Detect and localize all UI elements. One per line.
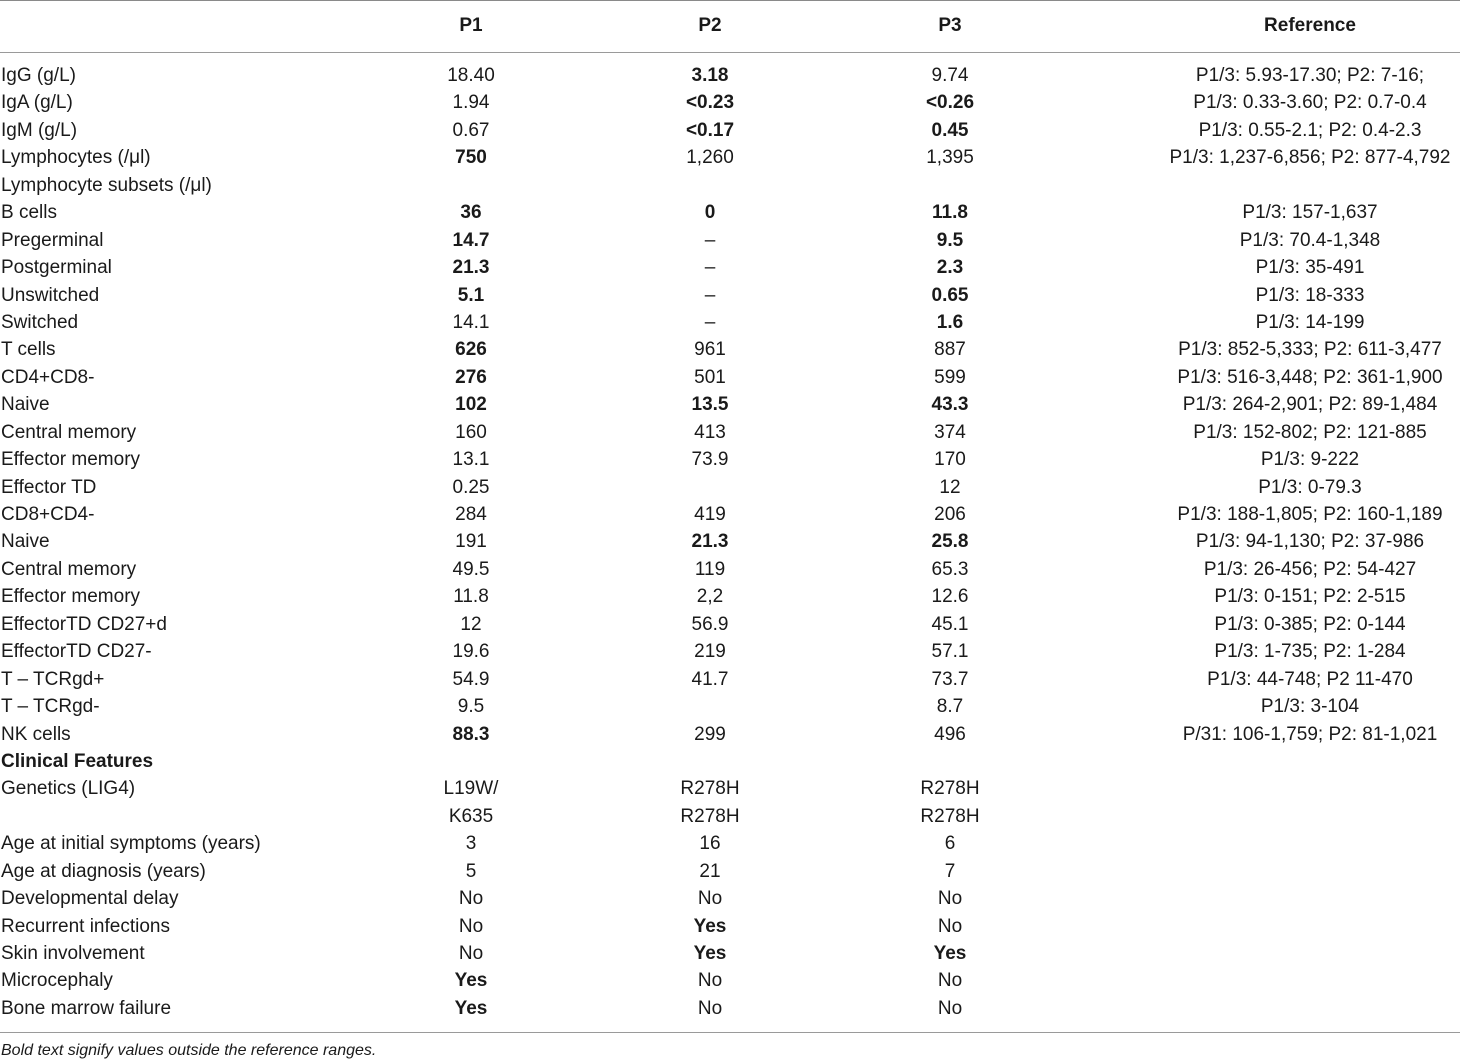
cell-p3: No	[937, 915, 963, 937]
cell-p3: 599	[934, 366, 966, 388]
cell-p3: 0.65	[931, 284, 969, 306]
cell-p2: Yes	[693, 915, 727, 937]
cell-p2: 413	[694, 421, 726, 443]
table-row	[0, 638, 1460, 665]
row-label: Bone marrow failure	[1, 997, 172, 1019]
cell-reference: P1/3: 188-1,805; P2: 160-1,189	[1177, 504, 1443, 525]
table-row	[0, 583, 1460, 610]
cell-p2: 961	[694, 339, 726, 361]
row-label: Age at diagnosis (years)	[1, 860, 206, 882]
cell-p1: 276	[455, 366, 487, 388]
cell-p3: 9.5	[936, 229, 964, 251]
row-label: Postgerminal	[1, 257, 112, 279]
cell-p3: 206	[934, 504, 966, 525]
cell-p3: No	[937, 997, 963, 1019]
cell-reference: P1/3: 35-491	[1255, 257, 1365, 279]
cell-reference: P1/3: 44-748; P2 11-470	[1207, 668, 1413, 690]
cell-reference: P1/3: 26-456; P2: 54-427	[1203, 558, 1417, 580]
cell-reference: P1/3: 852-5,333; P2: 611-3,477	[1178, 339, 1442, 361]
cell-reference: P/31: 106-1,759; P2: 81-1,021	[1182, 723, 1438, 745]
cell-p2: 501	[694, 366, 726, 388]
cell-p1: 191	[455, 531, 487, 553]
cell-p3: R278H	[920, 805, 980, 827]
row-label: Effector memory	[1, 586, 141, 608]
cell-p1: Yes	[454, 970, 488, 992]
table-row	[0, 858, 1460, 885]
cell-p2: 299	[694, 723, 726, 745]
cell-p1: 626	[455, 339, 487, 361]
table-row	[0, 117, 1460, 144]
cell-reference: P1/3: 18-333	[1255, 284, 1365, 306]
cell-p1: 102	[455, 394, 487, 416]
table-row	[0, 693, 1460, 720]
cell-p2: 3.18	[691, 65, 729, 86]
cell-p3: Yes	[933, 943, 967, 964]
row-label: Central memory	[1, 421, 137, 443]
cell-reference: P1/3: 0.55-2.1; P2: 0.4-2.3	[1198, 119, 1422, 141]
row-label: Genetics (LIG4)	[1, 778, 136, 800]
bottom-rule	[0, 1032, 1460, 1033]
cell-p1: 284	[455, 504, 487, 525]
cell-p2: <0.17	[685, 119, 735, 141]
cell-p2: R278H	[680, 778, 740, 800]
table-row	[0, 391, 1460, 418]
row-label: Skin involvement	[1, 943, 145, 964]
table-row	[0, 419, 1460, 446]
table-row	[0, 254, 1460, 281]
cell-reference: P1/3: 516-3,448; P2: 361-1,900	[1177, 366, 1443, 388]
cell-p3: 2.3	[936, 257, 964, 279]
cell-p3: 170	[934, 449, 966, 471]
table-row	[0, 830, 1460, 857]
table-row	[0, 336, 1460, 363]
row-label: Developmental delay	[1, 888, 179, 910]
cell-p3: 7	[944, 860, 956, 882]
cell-p2: 21.3	[691, 531, 729, 553]
cell-p3: 12	[939, 476, 961, 498]
cell-p3: 8.7	[936, 696, 964, 718]
cell-p3: 12.6	[931, 586, 969, 608]
cell-reference: P1/3: 70.4-1,348	[1239, 229, 1381, 251]
cell-p2: 16	[699, 833, 721, 855]
row-label: Central memory	[1, 558, 137, 580]
cell-p3: No	[937, 970, 963, 992]
table-header	[0, 0, 1460, 52]
table-row	[0, 913, 1460, 940]
cell-p1: 88.3	[452, 723, 490, 745]
cell-p2: –	[704, 229, 716, 251]
cell-p2: No	[697, 997, 723, 1019]
row-label: NK cells	[1, 723, 71, 745]
cell-p3: 6	[944, 833, 956, 855]
row-label: IgA (g/L)	[1, 92, 73, 114]
cell-p3: 25.8	[931, 531, 969, 553]
cell-p2: 21	[699, 860, 721, 882]
row-label: B cells	[1, 202, 57, 224]
table-row	[0, 885, 1460, 912]
table-row	[0, 940, 1460, 967]
cell-p2: 1,260	[686, 147, 734, 169]
table-row	[0, 721, 1460, 748]
cell-reference: P1/3: 5.93-17.30; P2: 7-16;	[1195, 65, 1425, 86]
cell-reference: P1/3: 14-199	[1255, 311, 1365, 333]
cell-p2: 41.7	[691, 668, 729, 690]
row-label: Effector memory	[1, 449, 141, 471]
cell-p3: 496	[934, 723, 966, 745]
cell-p3: 43.3	[931, 394, 969, 416]
cell-p1: 1.94	[452, 92, 490, 114]
header-p2: P2	[698, 15, 722, 36]
cell-reference: P1/3: 0-151; P2: 2-515	[1214, 586, 1406, 608]
cell-p3: 374	[934, 421, 966, 443]
header-p3: P3	[938, 15, 962, 36]
cell-p1: 18.40	[447, 65, 495, 86]
cell-p2: R278H	[680, 805, 740, 827]
cell-p1: 14.1	[452, 311, 490, 333]
cell-p1: 5	[465, 860, 477, 882]
table-row	[0, 89, 1460, 116]
table-row	[0, 748, 1460, 775]
row-label: EffectorTD CD27-	[1, 641, 152, 663]
cell-p3: 0.45	[931, 119, 969, 141]
table-row	[0, 666, 1460, 693]
cell-p1: 12	[460, 613, 482, 635]
cell-p3: 57.1	[931, 641, 969, 663]
cell-p2: 119	[694, 558, 726, 580]
table-footnote: Bold text signify values outside the reference ranges.	[1, 1042, 377, 1059]
table-row	[0, 172, 1460, 199]
cell-p3: 11.8	[932, 202, 968, 224]
header-rule	[0, 52, 1460, 53]
cell-p2: <0.23	[685, 92, 735, 114]
table-row	[0, 446, 1460, 473]
row-label: T cells	[1, 339, 56, 361]
cell-p2: –	[704, 257, 716, 279]
cell-p1: 0.67	[452, 119, 490, 141]
cell-p3: 65.3	[931, 558, 969, 580]
row-label: IgG (g/L)	[1, 65, 76, 86]
table-row	[0, 995, 1460, 1022]
row-label: Naive	[1, 531, 50, 553]
cell-p1: 19.6	[452, 641, 490, 663]
row-label: Naive	[1, 394, 50, 416]
cell-p2: –	[704, 311, 716, 333]
cell-p1: 5.1	[457, 284, 485, 306]
cell-p1: 54.9	[452, 668, 490, 690]
cell-p1: K635	[448, 805, 494, 827]
table-body	[0, 62, 1460, 1022]
header-reference: Reference	[1264, 15, 1356, 36]
cell-p1: 9.5	[457, 696, 485, 718]
cell-p3: 73.7	[931, 668, 969, 690]
table-row	[0, 282, 1460, 309]
cell-p1: 21.3	[452, 257, 490, 279]
row-label: Age at initial symptoms (years)	[1, 833, 261, 855]
cell-p1: 160	[455, 421, 487, 443]
table-row	[0, 775, 1460, 802]
table-row	[0, 199, 1460, 226]
cell-p1: No	[458, 943, 484, 964]
cell-reference: P1/3: 152-802; P2: 121-885	[1193, 421, 1427, 443]
cell-reference: P1/3: 0.33-3.60; P2: 0.7-0.4	[1193, 92, 1427, 114]
row-label: Switched	[1, 311, 79, 333]
cell-p2: No	[697, 970, 723, 992]
row-label: Microcephaly	[1, 970, 113, 992]
cell-p1: Yes	[454, 997, 488, 1019]
cell-p1: 3	[465, 833, 477, 855]
cell-p2: 56.9	[691, 613, 729, 635]
cell-p3: <0.26	[925, 92, 975, 114]
cell-p2: 419	[694, 504, 726, 525]
row-label: CD8+CD4-	[1, 504, 95, 525]
cell-p1: 49.5	[452, 558, 490, 580]
cell-p3: R278H	[920, 778, 980, 800]
cell-p1: No	[458, 888, 484, 910]
row-label: CD4+CD8-	[1, 366, 95, 388]
cell-reference: P1/3: 1-735; P2: 1-284	[1214, 641, 1406, 663]
table-row	[0, 803, 1460, 830]
cell-p1: No	[458, 915, 484, 937]
cell-p1: 0.25	[452, 476, 490, 498]
cell-p3: No	[937, 888, 963, 910]
cell-reference: P1/3: 9-222	[1260, 449, 1360, 471]
table-row	[0, 62, 1460, 89]
cell-p1: 13.1	[452, 449, 490, 471]
cell-p3: 45.1	[931, 613, 969, 635]
row-label: IgM (g/L)	[1, 119, 78, 141]
row-label: Clinical Features	[1, 750, 154, 772]
table-row	[0, 364, 1460, 391]
cell-reference: P1/3: 94-1,130; P2: 37-986	[1195, 531, 1425, 553]
row-label: Lymphocyte subsets (/μl)	[1, 174, 212, 196]
table-row	[0, 501, 1460, 528]
row-label: Recurrent infections	[1, 915, 170, 937]
row-label: Pregerminal	[1, 229, 104, 251]
cell-p2: 73.9	[691, 449, 729, 471]
row-label: Effector TD	[1, 476, 97, 498]
cell-p2: No	[697, 888, 723, 910]
row-label: T – TCRgd+	[1, 668, 105, 690]
table-row	[0, 144, 1460, 171]
cell-p3: 1.6	[936, 311, 964, 333]
cell-p2: 219	[694, 641, 726, 663]
table-row	[0, 611, 1460, 638]
cell-reference: P1/3: 157-1,637	[1242, 202, 1378, 224]
cell-p2: 2,2	[696, 586, 724, 608]
table-row	[0, 474, 1460, 501]
row-label: EffectorTD CD27+d	[1, 613, 167, 635]
table-row	[0, 967, 1460, 994]
cell-reference: P1/3: 264-2,901; P2: 89-1,484	[1182, 394, 1438, 416]
cell-reference: P1/3: 3-104	[1260, 696, 1360, 718]
cell-p3: 887	[934, 339, 966, 361]
cell-reference: P1/3: 0-385; P2: 0-144	[1214, 613, 1406, 635]
row-label: Lymphocytes (/μl)	[1, 147, 151, 169]
cell-p1: L19W/	[443, 778, 499, 800]
cell-p3: 1,395	[926, 147, 974, 169]
cell-reference: P1/3: 0-79.3	[1258, 476, 1362, 498]
cell-reference: P1/3: 1,237-6,856; P2: 877-4,792	[1169, 147, 1451, 169]
cell-p2: –	[704, 284, 716, 306]
cell-p1: 14.7	[452, 229, 490, 251]
table-row	[0, 227, 1460, 254]
row-label: Unswitched	[1, 284, 100, 306]
table-row	[0, 309, 1460, 336]
row-label: T – TCRgd-	[1, 696, 100, 718]
cell-p1: 36	[460, 202, 482, 224]
cell-p3: 9.74	[931, 65, 969, 86]
table-row	[0, 556, 1460, 583]
header-p1: P1	[459, 15, 483, 36]
cell-p1: 11.8	[453, 586, 489, 608]
cell-p1: 750	[455, 147, 487, 169]
cell-p2: 0	[704, 202, 716, 224]
cell-p2: 13.5	[691, 394, 729, 416]
table-row	[0, 528, 1460, 555]
cell-p2: Yes	[693, 943, 727, 964]
